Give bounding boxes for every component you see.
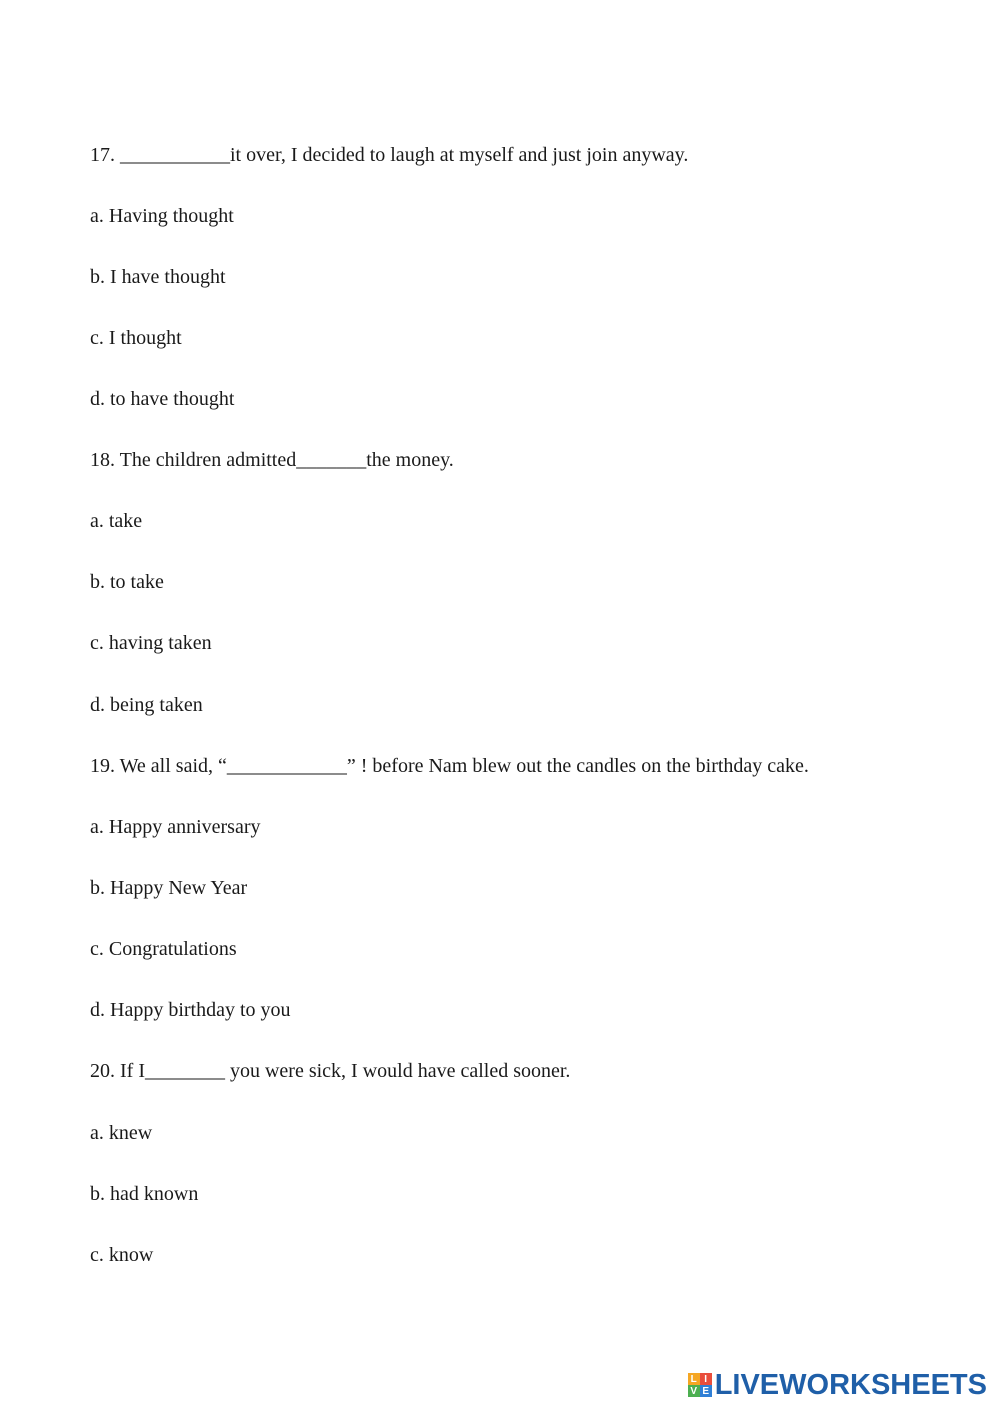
mark-letter-l: L <box>688 1373 700 1385</box>
liveworksheets-logo <box>688 1369 987 1401</box>
question-20-option-b[interactable]: b. had known <box>90 1183 199 1205</box>
question-19-option-d[interactable]: d. Happy birthday to you <box>90 999 291 1021</box>
question-17-option-b[interactable]: b. I have thought <box>90 266 226 288</box>
liveworksheets-mark-icon <box>688 1373 712 1397</box>
question-19-option-b[interactable]: b. Happy New Year <box>90 877 248 899</box>
question-19-option-a[interactable]: a. Happy anniversary <box>90 816 261 838</box>
question-17-option-d[interactable]: d. to have thought <box>90 388 235 410</box>
question-17-option-c[interactable]: c. I thought <box>90 327 182 349</box>
mark-letter-e: E <box>700 1385 712 1397</box>
question-20-option-a[interactable]: a. knew <box>90 1122 153 1144</box>
mark-letter-v: V <box>688 1385 700 1397</box>
question-17-option-a[interactable]: a. Having thought <box>90 205 234 227</box>
question-18-option-c[interactable]: c. having taken <box>90 632 212 654</box>
question-19-stem: 19. We all said, “____________” ! before Nam blew out the candles on the birthday cake. <box>90 755 809 777</box>
question-18-stem: 18. The children admitted_______the money. <box>90 449 454 471</box>
question-19-option-c[interactable]: c. Congratulations <box>90 938 237 960</box>
liveworksheets-wordmark: LIVEWORKSHEETS <box>714 1368 987 1401</box>
question-18-option-d[interactable]: d. being taken <box>90 694 203 716</box>
question-17-stem: 17. ___________it over, I decided to laugh at myself and just join anyway. <box>90 144 689 166</box>
question-18-option-b[interactable]: b. to take <box>90 571 164 593</box>
question-20-option-c[interactable]: c. know <box>90 1244 154 1266</box>
question-20-stem: 20. If I________ you were sick, I would have called sooner. <box>90 1060 571 1082</box>
question-18-option-a[interactable]: a. take <box>90 510 143 532</box>
mark-letter-i: I <box>700 1373 712 1385</box>
